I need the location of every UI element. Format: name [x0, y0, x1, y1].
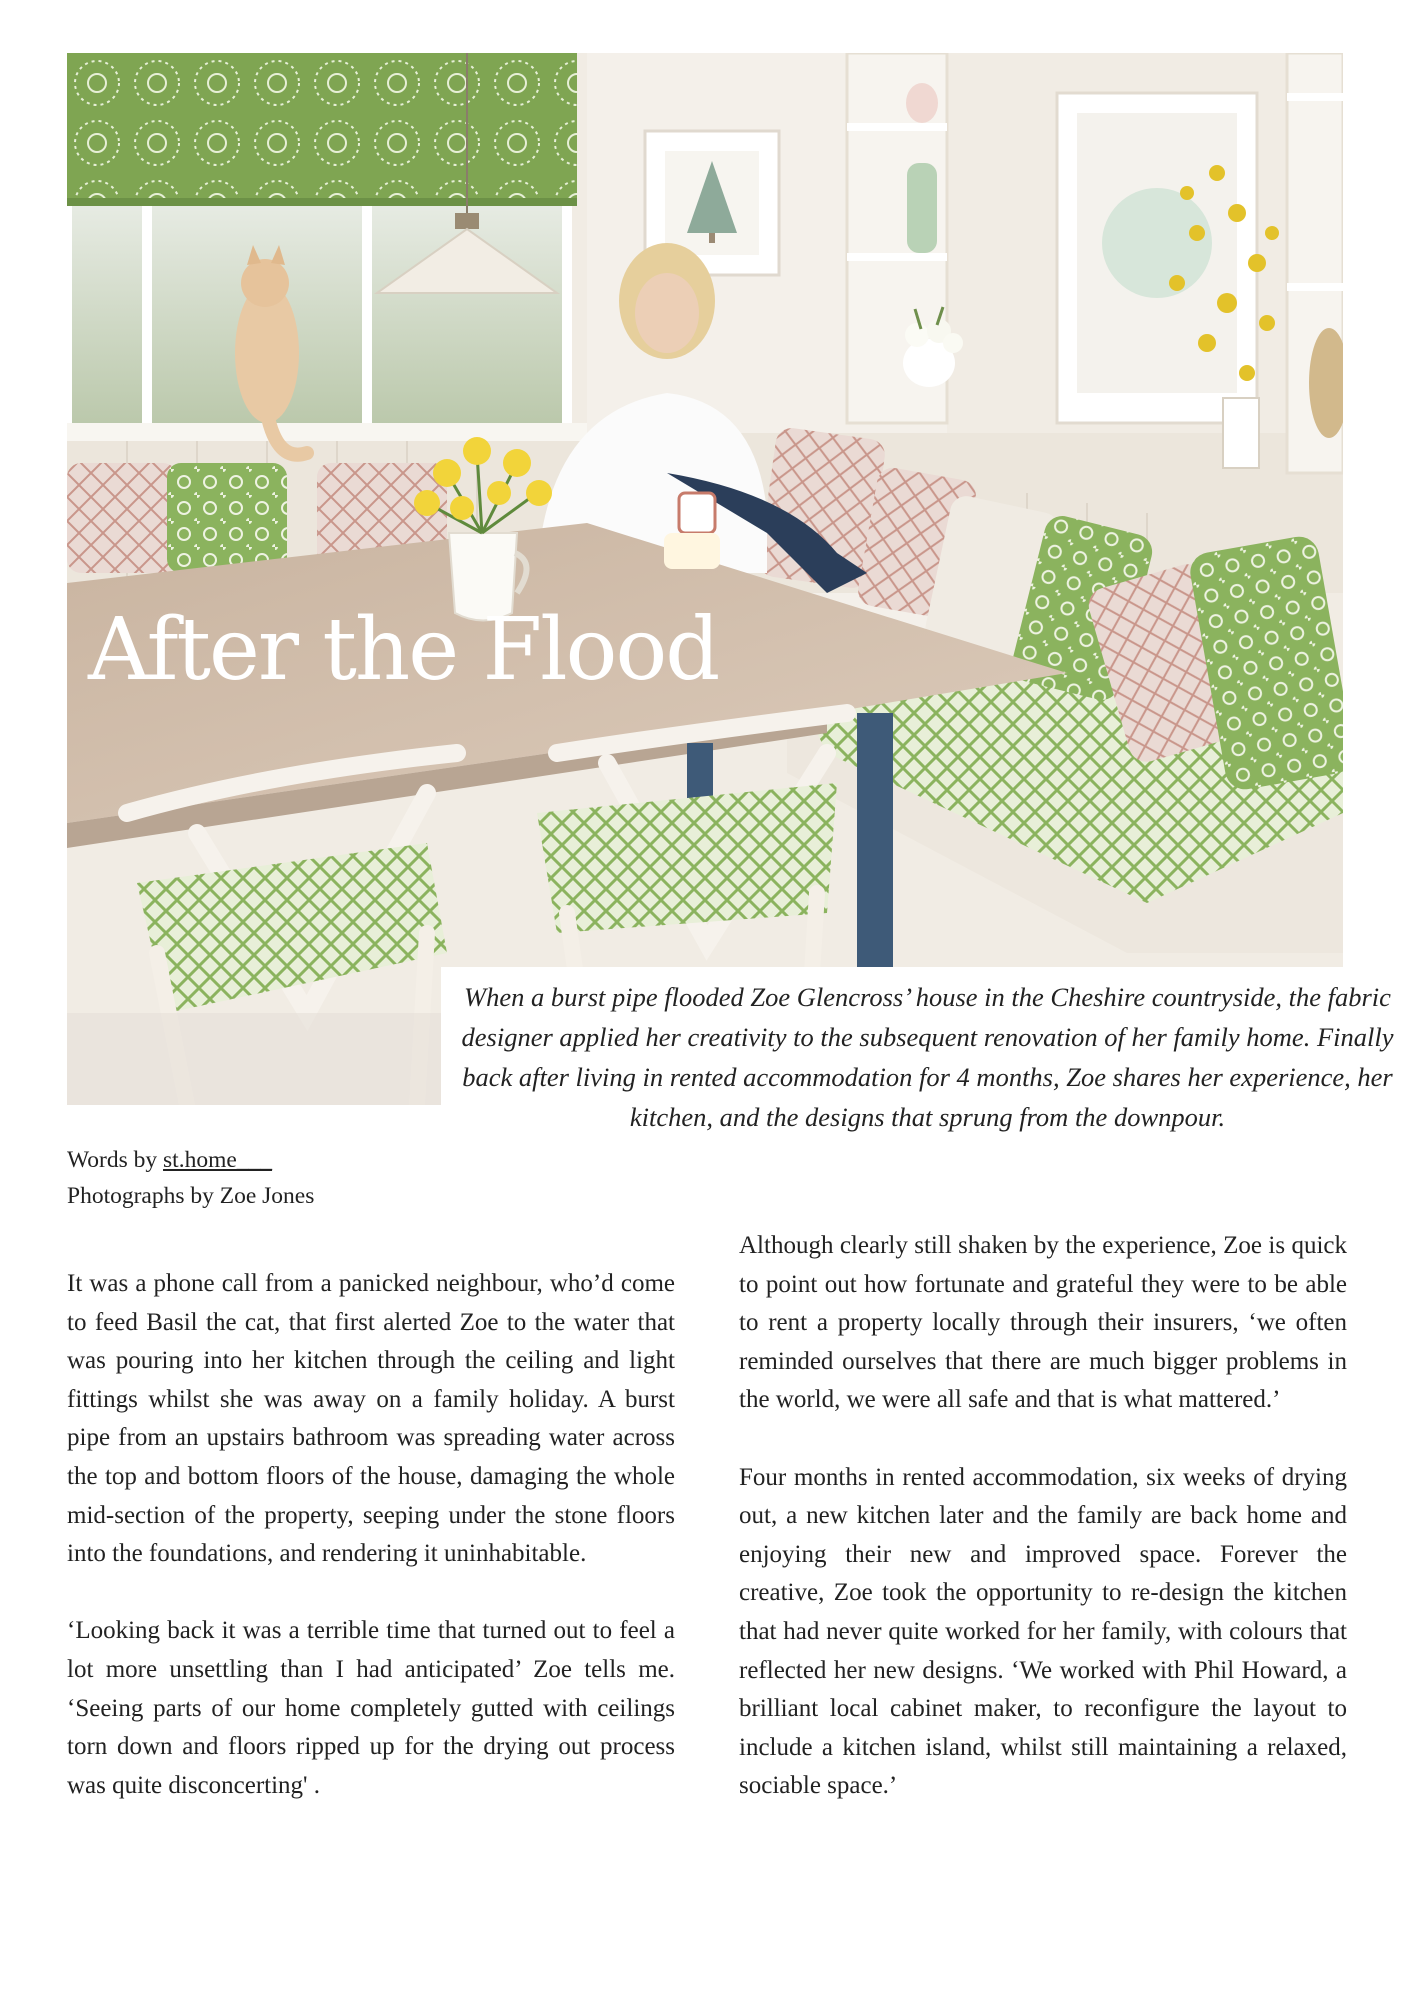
paragraph: Although clearly still shaken by the experience, Zoe is quick to point out how fortunate and grateful they were to be able to rent a property locally through their insurers, ‘we often reminded ourselves that there are much bigger problems in the world, we were all safe and that is what mattered.’ — [739, 1232, 1347, 1414]
standfirst — [441, 967, 1414, 1167]
hero-photo — [67, 53, 1343, 1105]
photos-credit: Photographs by Zoe Jones — [67, 1183, 315, 1209]
standfirst-text: When a burst pipe flooded Zoe Glencross’ house in the Cheshire countryside, the fabric designer applied her creativity to the subsequent renovation of her family home. Finally back after living in rented accommodation for 4 months, Zoe shares her experience, her kitchen, and the designs that sprung from the downpour. — [461, 982, 1394, 1132]
paragraph: Four months in rented accommodation, six weeks of drying out, a new kitchen later and the family are back home and enjoying their new and improved space. Forever the creative, Zoe took the opportunity to re-design the kitchen that had never quite worked for her family, with colours that reflected her new designs. ‘We worked with Phil Howard, a brilliant local cabinet maker, to reconfigure the layout to include a kitchen island, whilst still maintaining a relaxed, sociable space.’ — [739, 1463, 1347, 1800]
paragraph: ‘Looking back it was a terrible time that turned out to feel a lot more unsettling than I had anticipated’ Zoe tells me. ‘Seeing parts of our home completely gutted with ceilings torn down and floors ripped up for the drying out process was quite disconcerting' . — [67, 1617, 675, 1799]
left-column — [67, 1265, 675, 1844]
words-prefix: Words by — [67, 1147, 164, 1173]
paragraph: It was a phone call from a panicked neighbour, who’d come to feed Basil the cat, that first alerted Zoe to the water that was pouring into her kitchen through the ceiling and light fittings whilst she was away on a family holiday. A burst pipe from an upstairs bathroom was spreading water across the top and bottom floors of the house, damaging the whole mid-section of the property, seeping under the stone floors into the foundations, and rendering it uninhabitable. — [67, 1270, 675, 1568]
words-credit — [67, 1142, 314, 1178]
words-author-link[interactable]: st.home___ — [163, 1147, 273, 1173]
right-column — [739, 1227, 1347, 1845]
credits — [67, 1142, 314, 1214]
article-title: After the Flood — [88, 600, 719, 700]
kitchen-photo-illustration — [67, 53, 1343, 1105]
